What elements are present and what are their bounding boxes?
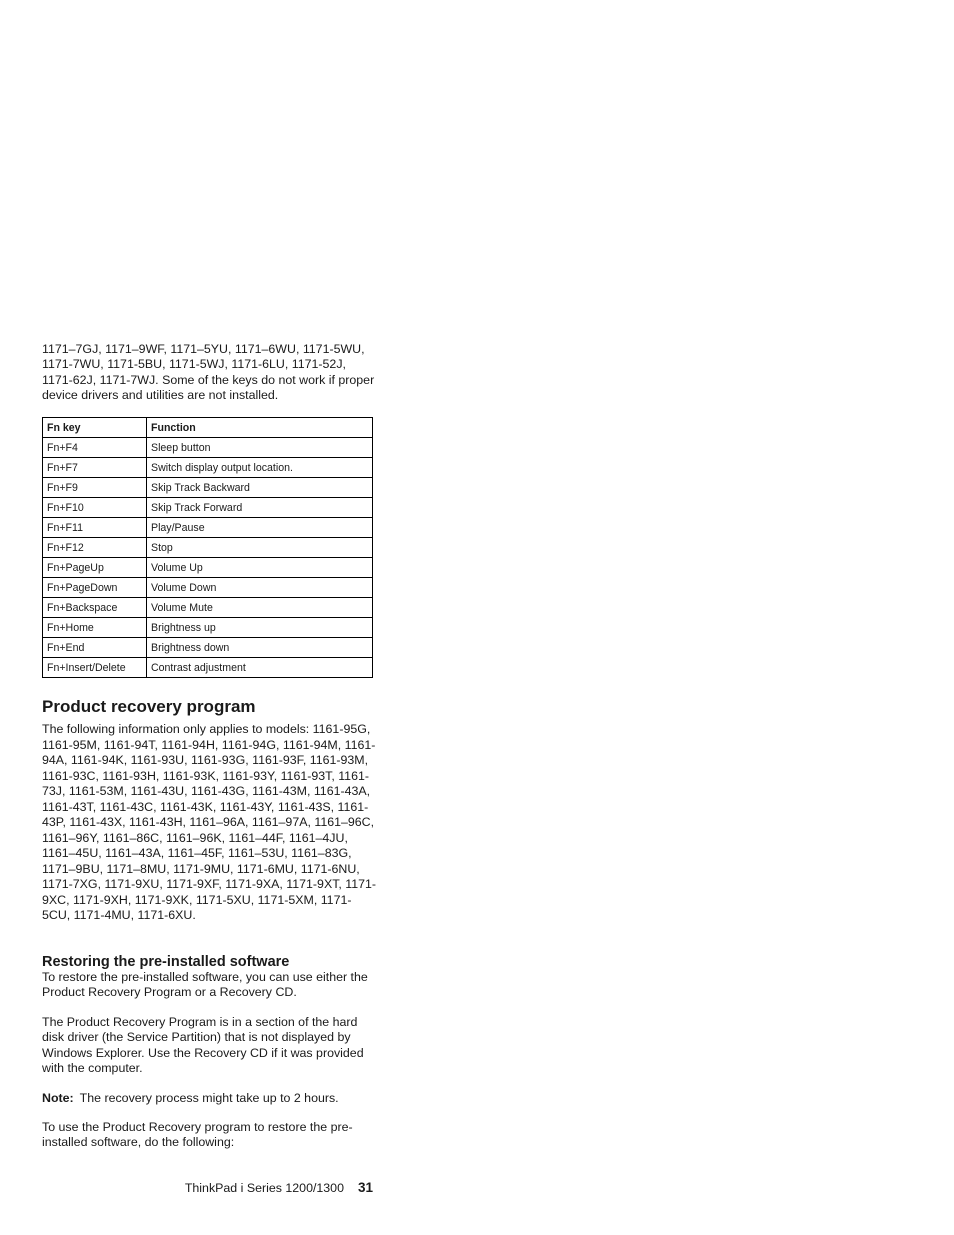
table-row [43,598,373,618]
function-cell: Volume Down [147,578,373,598]
table-row [43,438,373,458]
fn-key-cell: Fn+Home [43,618,147,638]
restore-paragraph: To restore the pre-installed software, you can use either the Product Recovery Program or a Recovery CD. [42,970,368,1000]
function-cell: Skip Track Backward [147,478,373,498]
footer-title: ThinkPad i Series 1200/1300 [184,1181,344,1195]
function-cell: Skip Track Forward [147,498,373,518]
fn-key-cell: Fn+PageUp [43,558,147,578]
table-row [43,558,373,578]
table-row [43,638,373,658]
fn-key-cell: Fn+Insert/Delete [43,658,147,678]
table-row [43,618,373,638]
function-cell: Switch display output location. [147,458,373,478]
section-heading: Product recovery program [42,697,256,716]
fn-key-cell: Fn+PageDown [43,578,147,598]
fn-key-cell: Fn+Backspace [43,598,147,618]
table-row [43,518,373,538]
table-row [43,538,373,558]
fn-key-cell: Fn+F9 [43,478,147,498]
table-row [43,498,373,518]
table-row [43,658,373,678]
fn-key-cell: Fn+End [43,638,147,658]
function-cell: Brightness up [147,618,373,638]
table-row [43,458,373,478]
function-cell: Stop [147,538,373,558]
function-cell: Sleep button [147,438,373,458]
instructions-paragraph: To use the Product Recovery program to restore the pre-installed software, do the following: [42,1120,353,1150]
function-cell: Volume Mute [147,598,373,618]
fn-key-table [42,417,373,678]
page-number: 31 [357,1180,373,1195]
fn-key-cell: Fn+F4 [43,438,147,458]
table-header-fn-key: Fn key [43,418,147,438]
table-row [43,478,373,498]
function-cell: Contrast adjustment [147,658,373,678]
table-header-function: Function [147,418,373,438]
models-paragraph: The following information only applies to models: 1161-95G, 1161-95M, 1161-94T, 1161-94H, 1161-94G, 1161-94M, 1161-94A, 1161-94K, 1161-93U, 1161-93G, 1161-93F, 1161-93M, 1161-93C, 1161-93H, 1161-93K, 1161-93Y, 1161-93T, 1161-73J, 1161-53M, 1161-43U, 1161-43G, 1161-43M, 1161-43A, 1161-43T, 1161-43C, 1161-43K, 1161-43Y, 1161-43S, 1161-43P, 1161-43X, 1161-43H, 1161–96A, 1161–97A, 1161–96C, 1161–96Y, 1161–86C, 1161–96K, 1161–44F, 1161–4JU, 1161–45U, 1161–43A, 1161–45F, 1161–53U, 1161–83G, 1171–9BU, 1171–8MU, 1171-9MU, 1171-6MU, 1171-6NU, 1171-7XG, 1171-9XU, 1171-9XF, 1171-9XA, 1171-9XT, 1171-9XC, 1171-9XH, 1171-9XK, 1171-5XU, 1171-5XM, 1171-5CU, 1171-4MU, 1171-6XU. [42,722,377,922]
note-label: Note: [42,1091,74,1105]
function-cell: Volume Up [147,558,373,578]
function-cell: Play/Pause [147,518,373,538]
table-row [43,578,373,598]
fn-key-cell: Fn+F10 [43,498,147,518]
note [42,1091,377,1106]
fn-key-cell: Fn+F12 [43,538,147,558]
page-footer [42,1180,373,1195]
recovery-program-paragraph: The Product Recovery Program is in a section of the hard disk driver (the Service Partition) that is not displayed by Windows Explorer. Use the Recovery CD if it was provided with the computer. [42,1015,364,1076]
table-header-row [43,418,373,438]
intro-paragraph: 1171–7GJ, 1171–9WF, 1171–5YU, 1171–6WU, 1171-5WU, 1171-7WU, 1171-5BU, 1171-5WJ, 1171-6LU, 1171-52J, 1171-62J, 1171-7WJ. Some of the keys do not work if proper device drivers and utilities are not installed. [42,342,375,403]
function-cell: Brightness down [147,638,373,658]
subsection-heading: Restoring the pre-installed software [42,954,290,970]
fn-key-cell: Fn+F11 [43,518,147,538]
note-text: The recovery process might take up to 2 hours. [79,1091,339,1105]
fn-key-cell: Fn+F7 [43,458,147,478]
